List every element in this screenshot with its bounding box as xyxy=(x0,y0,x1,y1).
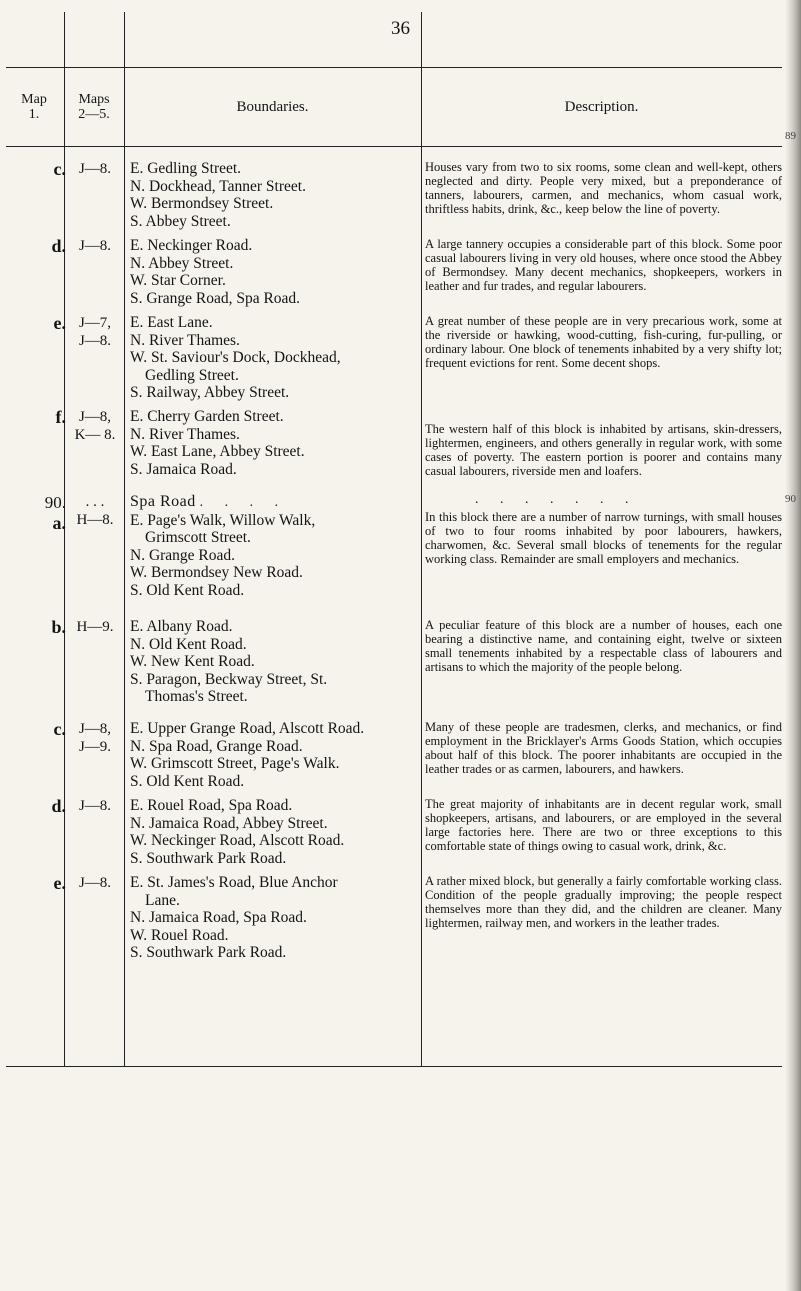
map1-label: c. xyxy=(53,719,66,739)
maps-ref: H—9. xyxy=(76,619,114,635)
table-bottom-rule xyxy=(6,1066,782,1067)
boundaries: E. Rouel Road, Spa Road. N. Jamaica Road, Abbey Street. W. Neckinger Road, Alscott Road. S. Southwark Park Road. xyxy=(130,797,345,867)
maps-ref: J—8. xyxy=(78,161,112,177)
header-bottom-rule xyxy=(6,146,782,147)
description: Many of these people are tradesmen, clerks, and mechanics, or find employment in the Bricklayer's Arms Goods Station, which occupies about half of this block. The poorer inhabitants are occupied in the leather trades or as carmen, labourers, and hawkers. xyxy=(425,720,782,776)
boundaries: E. St. James's Road, Blue Anchor Lane. N. Jamaica Road, Spa Road. W. Rouel Road. S. Southwark Park Road. xyxy=(130,874,338,961)
boundaries: E. Gedling Street. N. Dockhead, Tanner Street. W. Bermondsey Street. S. Abbey Street. xyxy=(130,160,306,230)
boundaries: E. Upper Grange Road, Alscott Road. N. Spa Road, Grange Road. W. Grimscott Street, Page's Walk. S. Old Kent Road. xyxy=(130,720,365,790)
maps-ref: J—8. xyxy=(78,875,112,891)
map1-label: d. xyxy=(51,236,66,256)
map1-label: c. xyxy=(53,159,66,179)
description: . . . . . . . In this block there are a number of narrow turnings, with small houses of two to four rooms inhabited by poor labourers, hawkers, charwomen, &c. Several small blocks of tenements for the regular working class. Remainder are small employers and mechanics. xyxy=(425,492,782,566)
boundaries: E. Albany Road. N. Old Kent Road. W. New Kent Road. S. Paragon, Beckway Street, St. Thomas's Street. xyxy=(130,618,328,705)
map1-label: f. xyxy=(55,407,66,427)
boundaries: E. East Lane. N. River Thames. W. St. Saviour's Dock, Dockhead, Gedling Street. S. Railway, Abbey Street. xyxy=(130,314,341,401)
leader-dots: . . . . . . . xyxy=(475,492,638,507)
maps-ref: J—8, J—9. xyxy=(78,721,112,755)
description: The western half of this block is inhabited by artisans, skin-dressers, lightermen, engineers, and others generally in regular work, with some cases of poverty. The eastern portion is poorer and contains many casual labourers, riverside men and loafers. xyxy=(425,422,782,478)
map1-label: b. xyxy=(51,617,66,637)
map1-label: e. xyxy=(53,313,66,333)
description: A large tannery occupies a considerable part of this block. Some poor casual labourers living in very old houses, where once stood the Abbey of Bermondsey. Many decent mechanics, shopkeepers, workers in leather and fur trades, and regular labourers. xyxy=(425,237,782,293)
leader-dots: . . . . xyxy=(199,495,288,510)
header-boundaries: Boundaries. xyxy=(236,99,309,115)
boundaries: E. Neckinger Road. N. Abbey Street. W. Star Corner. S. Grange Road, Spa Road. xyxy=(130,237,301,307)
boundaries: E. Cherry Garden Street. N. River Thames. W. East Lane, Abbey Street. S. Jamaica Road. xyxy=(130,408,305,478)
header-maps: Maps 2—5. xyxy=(78,92,110,122)
header-map1: Map 1. xyxy=(21,92,47,122)
maps-ref: J—8. xyxy=(78,238,112,254)
maps-ref: J—7, J—8. xyxy=(78,315,112,349)
table-top-rule xyxy=(6,67,782,68)
description: A peculiar feature of this block are a number of houses, each one bearing a distinctive name, and containing eight, twelve or sixteen small tenements inhabited by a respectable class of labourers and artisans to which the majority of the people belong. xyxy=(425,618,782,674)
header-description: Description. xyxy=(564,99,639,115)
column-divider-2 xyxy=(124,12,125,1066)
page-edge-shadow xyxy=(785,0,801,1291)
page-number: 36 xyxy=(391,18,410,39)
map1-label: e. xyxy=(53,873,66,893)
maps-ref: . . . H—8. xyxy=(76,494,114,528)
column-divider-3 xyxy=(421,12,422,1066)
section-title: Spa Road xyxy=(130,493,196,510)
maps-ref: J—8. xyxy=(78,798,112,814)
map1-label: d. xyxy=(51,796,66,816)
maps-ref: J—8, K— 8. xyxy=(74,409,116,443)
description: Houses vary from two to six rooms, some clean and well-kept, others neglected and dirty. People very mixed, but a preponderance of tanners, labourers, carmen, and mechanics, whom casual work, thriftless habits, drink, &c., keep below the line of poverty. xyxy=(425,160,782,216)
section-number: 90. a. xyxy=(44,493,66,533)
margin-mark: 89 xyxy=(785,130,796,142)
description: The great majority of inhabitants are in decent regular work, small shopkeepers, artisans, and labourers, or are employed in the several large factories here. There are two or three exceptions to this comfortable state of things owing to casual work, drink, &c. xyxy=(425,797,782,853)
description: A great number of these people are in very precarious work, some at the riverside or hawking, wood-cutting, fish-curing, fur-pulling, or ordinary labour. One block of tenements inhabited by a very shifty lot; frequent evictions for rent. Some decent shops. xyxy=(425,314,782,370)
boundaries: Spa Road . . . . E. Page's Walk, Willow Walk, Grimscott Street. N. Grange Road. W. Bermondsey New Road. S. Old Kent Road. xyxy=(130,493,316,599)
margin-mark: 90 xyxy=(785,493,796,505)
description: A rather mixed block, but generally a fairly comfortable working class. Condition of the people gradually improving; the people respect themselves more than they did, and the children are cleaner. Many lightermen, railway men, and workers in the leather trades. xyxy=(425,874,782,930)
